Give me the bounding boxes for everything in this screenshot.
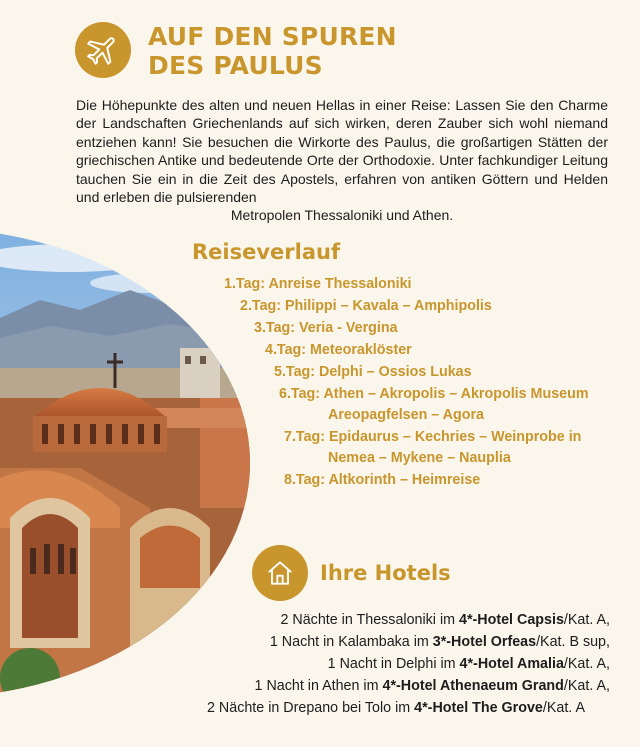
itinerary-heading: Reiseverlauf bbox=[192, 240, 341, 264]
hotel-name-1: 4*-Hotel Capsis bbox=[459, 612, 564, 628]
itinerary-day-2: 2.Tag: Philippi – Kavala – Amphipolis bbox=[240, 298, 492, 314]
hotel-line-4 bbox=[255, 678, 610, 694]
hotel-line-1 bbox=[280, 612, 610, 628]
itinerary-day-7: 7.Tag: Epidaurus – Kechries – Weinprobe in bbox=[284, 429, 582, 445]
hotel-line-2-pre: 1 Nacht in Kalambaka im bbox=[269, 634, 433, 650]
hotels-heading: Ihre Hotels bbox=[320, 561, 451, 585]
airplane-icon bbox=[75, 22, 131, 78]
itinerary-day-1: 1.Tag: Anreise Thessaloniki bbox=[224, 276, 412, 292]
itinerary-day-6: 6.Tag: Athen – Akropolis – Akropolis Museum bbox=[279, 386, 589, 402]
cathedral-illustration bbox=[0, 228, 250, 698]
hotel-line-2 bbox=[270, 634, 610, 650]
hotel-line-3-post: /Kat. A, bbox=[563, 656, 610, 672]
itinerary-day-8: 8.Tag: Altkorinth – Heimreise bbox=[284, 472, 481, 488]
house-icon-glyph bbox=[264, 557, 296, 589]
hotel-line-4-pre: 1 Nacht in Athen im bbox=[254, 678, 383, 694]
house-icon bbox=[252, 545, 308, 601]
title-line-2: DES PAULUS bbox=[148, 51, 323, 80]
hotel-line-3 bbox=[328, 656, 610, 672]
itinerary-day-7-cont: Nemea – Mykene – Nauplia bbox=[328, 450, 511, 466]
hotel-line-1-pre: 2 Nächte in Thessaloniki im bbox=[280, 612, 460, 628]
itinerary-day-6-cont: Areopagfelsen – Agora bbox=[328, 407, 484, 423]
intro-paragraph bbox=[76, 96, 608, 225]
page-title bbox=[148, 22, 397, 80]
hotel-line-3-pre: 1 Nacht in Delphi im bbox=[327, 656, 460, 672]
hotel-name-4: 4*-Hotel Athenaeum Grand bbox=[382, 678, 564, 694]
hotel-line-2-post: /Kat. B sup, bbox=[536, 634, 610, 650]
hotel-name-2: 3*-Hotel Orfeas bbox=[432, 634, 537, 650]
title-line-1: AUF DEN SPUREN bbox=[148, 22, 397, 51]
cathedral-photo bbox=[0, 228, 250, 698]
airplane-icon-glyph bbox=[85, 32, 121, 68]
hotel-name-5: 4*-Hotel The Grove bbox=[414, 700, 543, 716]
itinerary-day-4: 4.Tag: Meteoraklöster bbox=[265, 342, 412, 358]
hotel-line-4-post: /Kat. A, bbox=[563, 678, 610, 694]
itinerary-day-3: 3.Tag: Veria - Vergina bbox=[254, 320, 398, 336]
itinerary-day-5: 5.Tag: Delphi – Ossios Lukas bbox=[274, 364, 472, 380]
hotel-line-5-post: /Kat. A bbox=[542, 700, 585, 716]
hotel-line-5 bbox=[207, 700, 585, 716]
intro-last-line: Metropolen Thessaloniki und Athen. bbox=[230, 207, 454, 224]
hotel-name-3: 4*-Hotel Amalia bbox=[459, 656, 564, 672]
hotel-line-1-post: /Kat. A, bbox=[563, 612, 610, 628]
hotel-line-5-pre: 2 Nächte in Drepano bei Tolo im bbox=[207, 700, 415, 716]
intro-text: Die Höhepunkte des alten und neuen Hellas in einer Reise: Lassen Sie den Charme der Landschaften Griechenlands auf sich wirken, deren Zauber sich wohl niemand entziehen kann! Sie besuchen die Wirkorte des Paulus, die großartigen Stätten der griechischen Antike und bedeutende Orte der Orthodoxie. Unter fachkundiger Leitung tauchen Sie ein in die Zeit des Apostels, erfahren von antiken Göttern und Helden und erleben die pulsierenden bbox=[76, 97, 608, 206]
